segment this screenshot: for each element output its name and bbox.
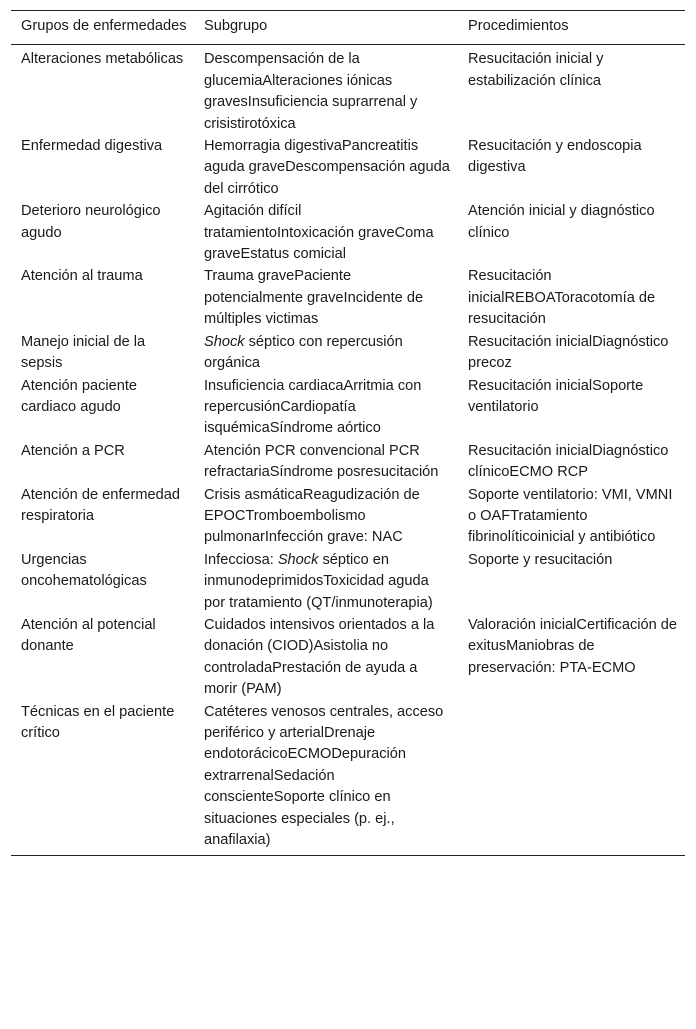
cell-subgroup: Catéteres venosos centrales, acceso periférico y arterialDrenaje endotorácicoECMODepuración extrarrenalSedación conscienteSoporte clínico en situaciones especiales (p. ej., anafilaxia) bbox=[204, 703, 444, 849]
table-row bbox=[11, 484, 685, 549]
table-row bbox=[11, 375, 685, 440]
procedures-table bbox=[11, 11, 685, 855]
cell-procedures: Resucitación y endoscopia digestiva bbox=[468, 138, 642, 176]
cell-group: Técnicas en el paciente crítico bbox=[21, 703, 175, 741]
table-row bbox=[11, 135, 685, 200]
procedures-table-container bbox=[11, 10, 685, 856]
cell-subgroup-prefix: Infecciosa: bbox=[204, 551, 278, 568]
cell-subgroup: Agitación difícil tratamientoIntoxicación graveComa graveEstatus comicial bbox=[204, 203, 434, 263]
header-procedimientos: Procedimientos bbox=[457, 11, 685, 45]
table-row bbox=[11, 265, 685, 330]
cell-group: Atención paciente cardiaco agudo bbox=[21, 377, 138, 415]
cell-procedures: Resucitación inicialSoporte ventilatorio bbox=[468, 377, 644, 415]
cell-subgroup: Descompensación de la glucemiaAlteraciones iónicas gravesInsuficiencia suprarrenal y crisistirotóxica bbox=[204, 51, 418, 132]
table-row bbox=[11, 200, 685, 265]
table-row bbox=[11, 614, 685, 701]
cell-group: Enfermedad digestiva bbox=[21, 138, 163, 155]
table-row bbox=[11, 45, 685, 135]
table-row bbox=[11, 440, 685, 484]
cell-procedures: Resucitación inicialREBOAToracotomía de resucitación bbox=[468, 268, 656, 328]
cell-procedures: Soporte y resucitación bbox=[468, 551, 613, 568]
cell-group: Atención al trauma bbox=[21, 268, 143, 285]
cell-procedures: Soporte ventilatorio: VMI, VMNI o OAFTratamiento fibrinolíticoinicial y antibiótico bbox=[468, 486, 673, 546]
cell-group: Alteraciones metabólicas bbox=[21, 51, 184, 68]
italic-term: Shock bbox=[204, 333, 245, 350]
cell-subgroup: Crisis asmáticaReagudización de EPOCTromboembolismo pulmonarInfección grave: NAC bbox=[204, 486, 420, 546]
table-row bbox=[11, 331, 685, 375]
table-header-row bbox=[11, 11, 685, 45]
cell-group: Urgencias oncohematológicas bbox=[21, 551, 147, 590]
cell-subgroup: Insuficiencia cardiacaArritmia con repercusiónCardiopatía isquémicaSíndrome aórtico bbox=[204, 377, 422, 437]
cell-procedures: Atención inicial y diagnóstico clínico bbox=[468, 203, 655, 241]
cell-procedures bbox=[457, 701, 685, 856]
cell-subgroup-text: séptico en inmunodeprimidosToxicidad aguda por tratamiento (QT/inmunoterapia) bbox=[204, 551, 433, 611]
cell-group: Atención al potencial donante bbox=[21, 616, 156, 655]
cell-group: Atención de enfermedad respiratoria bbox=[21, 486, 181, 524]
table-row bbox=[11, 549, 685, 614]
cell-procedures: Resucitación inicialDiagnóstico clínicoECMO RCP bbox=[468, 442, 669, 481]
cell-subgroup bbox=[194, 331, 457, 375]
cell-subgroup: Trauma gravePaciente potencialmente graveIncidente de múltiples victimas bbox=[204, 268, 424, 328]
cell-subgroup: Hemorragia digestivaPancreatitis aguda graveDescompensación aguda del cirrótico bbox=[204, 138, 450, 197]
cell-subgroup: Atención PCR convencional PCR refractariaSíndrome posresucitación bbox=[204, 442, 439, 481]
cell-procedures: Resucitación inicialDiagnóstico precoz bbox=[468, 333, 669, 372]
cell-subgroup: Cuidados intensivos orientados a la donación (CIOD)Asistolia no controladaPrestación de ayuda a morir (PAM) bbox=[204, 616, 435, 698]
cell-subgroup-text: séptico con repercusión orgánica bbox=[204, 333, 403, 372]
cell-group: Manejo inicial de la sepsis bbox=[21, 333, 146, 372]
cell-subgroup bbox=[194, 549, 457, 614]
cell-group: Deterioro neurológico agudo bbox=[21, 203, 161, 241]
italic-term: Shock bbox=[277, 551, 319, 568]
cell-procedures: Valoración inicialCertificación de exitusManiobras de preservación: PTA-ECMO bbox=[468, 616, 678, 676]
cell-procedures: Resucitación inicial y estabilización clínica bbox=[468, 51, 604, 89]
header-subgrupo: Subgrupo bbox=[194, 11, 457, 45]
cell-group: Atención a PCR bbox=[21, 442, 125, 459]
header-grupos: Grupos de enfermedades bbox=[11, 11, 194, 45]
table-row bbox=[11, 701, 685, 856]
